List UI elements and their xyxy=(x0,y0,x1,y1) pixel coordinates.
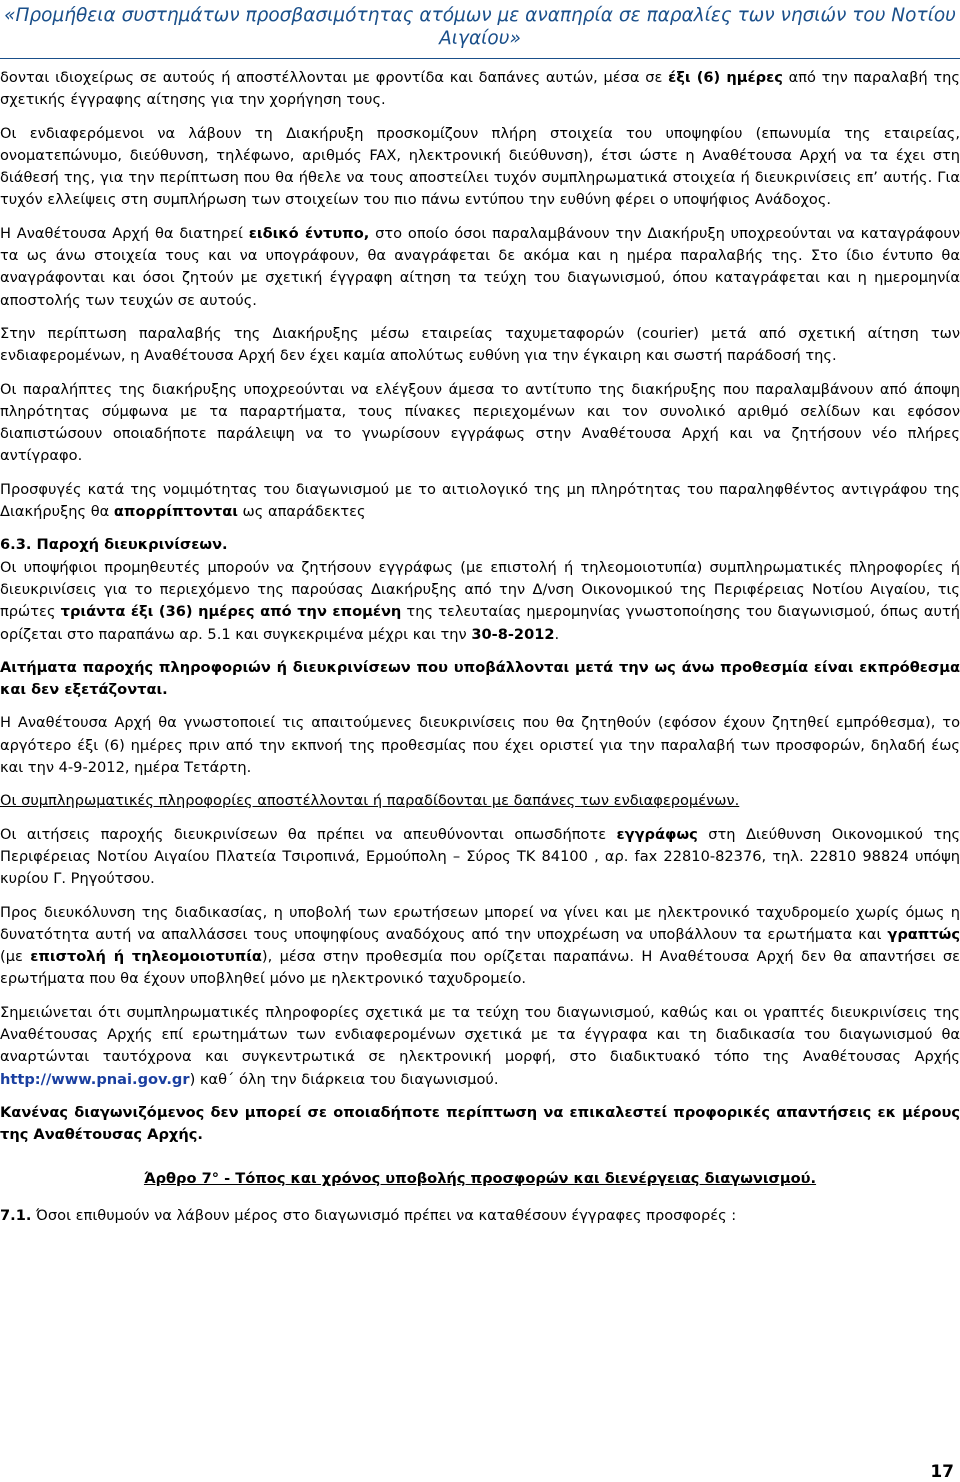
bold-run: τριάντα έξι (36) ημέρες από την επομένη xyxy=(60,603,402,621)
bold-run: επιστολή ή τηλεομοιοτυπία xyxy=(30,948,262,966)
paragraph-publication xyxy=(0,1002,960,1091)
paragraph-no-oral-answers xyxy=(0,1102,960,1147)
text-run: στη Διεύθυνση Οικονομικού της Περιφέρειας Νοτίου Αιγαίου Πλατεία Τσιροπινά, Ερμούπολη – Σύρος ΤΚ 84100 , αρ. fax 22810-82376, τηλ. 22810 98824 υπόψη κυρίου Γ. Ρηγούτσου. xyxy=(0,825,960,888)
bold-run: Κανένας διαγωνιζόμενος δεν μπορεί σε οποιαδήποτε περίπτωση να επικαλεστεί προφορικές απαντήσεις εκ μέρους της Αναθέτουσας Αρχής. xyxy=(0,1103,960,1144)
document-body xyxy=(0,67,960,1238)
paragraph-candidate-details: Οι ενδιαφερόμενοι να λάβουν τη Διακήρυξη προσκομίζουν πλήρη στοιχεία του υποψηφίου (επωνυμία της εταιρείας, ονοματεπώνυμο, διεύθυνση, τηλέφωνο, αριθμός FAX, ηλεκτρονική διεύθυνση), έτσι ώστε η Αναθέτουσα Αρχή να τα έχει στη διάθεσή της, για την περίπτωση που θα ήθελε να τους αποστείλει τυχόν συμπληρωματικά στοιχεία ή διευκρινίσεις επ’ αυτής. Για τυχόν ελλείψεις στη συμπλήρωση των στοιχείων του πιο πάνω εντύπου την ευθύνη φέρει ο υποψήφιος Ανάδοχος. xyxy=(0,124,960,209)
section-heading-6-3 xyxy=(0,534,960,556)
text-run: Προς διευκόλυνση της διαδικασίας, η υποβολή των ερωτήσεων μπορεί να γίνει και με ηλεκτρονικό ταχυδρομείο χωρίς όμως η δυνατότητα αυτή να απαλλάσσει τους υποψηφίους αναδόχους από την υποχρέωση να υποβάλλουν τα ερωτήματα και xyxy=(0,903,960,943)
paragraph-7-1 xyxy=(0,1205,960,1227)
section-title: 6.3. Παροχή διευκρινίσεων. xyxy=(0,536,228,554)
text-run: Η Αναθέτουσα Αρχή θα διατηρεί xyxy=(0,224,249,242)
paragraph-recipients-check: Οι παραλήπτες της διακήρυξης υποχρεούνται να ελέγξουν άμεσα το αντίτυπο της διακήρυξης που παραλαμβάνουν από άποψη πληρότητας σύμφωνα με τα παραρτήματα, τους πίνακες περιεχομένων και τον συνολικό αριθμό σελίδων και εφόσον διαπιστώσουν οποιαδήποτε παράλειψη να το γνωρίσουν εγγράφως στην Αναθέτουσα Αρχή και να ζητήσουν νέο πλήρες αντίγραφο. xyxy=(0,380,960,465)
header-divider xyxy=(0,58,960,59)
bold-run: γραπτώς xyxy=(887,925,960,943)
paragraph-costs xyxy=(0,790,960,812)
text-run: . xyxy=(554,625,560,643)
text-run: Οι υποψήφιοι προμηθευτές μπορούν να ζητήσουν εγγράφως (με επιστολή ή τηλεομοιοτυπία) συμπληρωματικές πληροφορίες ή διευκρινίσεις για το περιεχόμενο της παρούσας Διακήρυξης από την Δ/νση Οικονομικού της Περιφέρειας Νοτίου Αιγαίου, τις πρώτες xyxy=(0,558,960,621)
document-header xyxy=(0,0,960,59)
paragraph-special-form xyxy=(0,223,960,312)
bold-run: Αιτήματα παροχής πληροφοριών ή διευκρινίσεων που υποβάλλονται μετά την ως άνω προθεσμία είναι εκπρόθεσμα και δεν εξετάζονται. xyxy=(0,658,960,699)
text-run: στο οποίο όσοι παραλαμβάνουν την Διακήρυξη υποχρεούνται να καταγράφουν τα ως άνω στοιχεία τους και να υπογράφουν, θα αναγράφεται δε ακόμα και η ημέρα παραλαβής της. Στο ίδιο έντυπο θα αναγράφονται και όσοι ζητούν με σχετική έγγραφη αίτηση τα τεύχη του διαγωνισμού, όπου καταγράφεται και η ημερομηνία αποστολής των τευχών σε αυτούς. xyxy=(0,224,960,309)
paragraph-address xyxy=(0,824,960,891)
paragraph-clarification-notice: Η Αναθέτουσα Αρχή θα γνωστοποιεί τις απαιτούμενες διευκρινίσεις που θα ζητηθούν (εφόσον έχουν ζητηθεί εμπρόθεσμα), το αργότερο έξι (6) ημέρες πριν από την εκπνοή της προθεσμίας που έχει οριστεί για την παραλαβή των προσφορών, δηλαδή έως και την 4-9-2012, ημέρα Τετάρτη. xyxy=(0,714,960,777)
text-run: ως απαράδεκτες xyxy=(237,503,366,521)
page-number: 17 xyxy=(930,1462,954,1482)
text-run: Οι αιτήσεις παροχής διευκρινίσεων θα πρέπει να απευθύνονται οπωσδήποτε xyxy=(0,825,617,843)
bold-run: απορρίπτονται xyxy=(113,503,238,521)
text-run: Προσφυγές κατά της νομιμότητας του διαγωνισμού με το αιτιολογικό της μη πληρότητας του παραληφθέντος αντιγράφου της Διακήρυξης θα xyxy=(0,480,960,521)
text-run: (με xyxy=(0,948,31,966)
article-title: Άρθρο 7° - Τόπος και χρόνος υποβολής προσφορών και διενέργειας διαγωνισμού. xyxy=(143,1170,817,1188)
website-link[interactable]: http://www.pnai.gov.gr xyxy=(0,1070,190,1088)
header-title-line2: Αιγαίου» xyxy=(439,28,521,49)
text-run: Σημειώνεται ότι συμπληρωματικές πληροφορίες σχετικά με τα τεύχη του διαγωνισμού, καθώς και οι γραπτές διευκρινίσεις της Αναθέτουσας Αρχής επί ερωτημάτων των ενδιαφερομένων σχετικά με τα έγγραφα και τη διαδικασία του διαγωνισμού θα αναρτώνται ταυτόχρονα και συγκεντρωτικά σε ηλεκτρονική μορφή, στο διαδικτυακό τόπο της Αναθέτουσας Αρχής xyxy=(0,1003,960,1066)
paragraph-delivery xyxy=(0,67,960,112)
paragraph-email-submission xyxy=(0,902,960,991)
bold-run: ειδικό έντυπο, xyxy=(248,224,370,242)
text-run: της τελευταίας ημερομηνίας γνωστοποίησης του διαγωνισμού, όπως αυτή ορίζεται στο παραπάνω αρ. 5.1 και συγκεκριμένα μέχρι και την xyxy=(0,603,960,643)
paragraph-courier: Στην περίπτωση παραλαβής της Διακήρυξης μέσω εταιρείας ταχυμεταφορών (courier) μετά από σχετική αίτηση των ενδιαφερομένων, η Αναθέτουσα Αρχή δεν έχει καμία απολύτως ευθύνη για την έγκαιρη και σωστή παράδοσή της. xyxy=(0,324,960,365)
text-run: δονται ιδιοχείρως σε αυτούς ή αποστέλλονται με φροντίδα και δαπάνες αυτών, μέσα σε xyxy=(0,69,669,86)
bold-run: έξι (6) ημέρες xyxy=(668,69,783,86)
underlined-text: Οι συμπληρωματικές πληροφορίες αποστέλλονται ή παραδίδονται με δαπάνες των ενδιαφερομένων. xyxy=(0,792,740,810)
paragraph-clarifications-request xyxy=(0,557,960,646)
article-7-heading xyxy=(0,1168,960,1190)
paragraph-appeals xyxy=(0,479,960,524)
bold-run: 30-8-2012 xyxy=(471,625,555,643)
text-run: Όσοι επιθυμούν να λάβουν μέρος στο διαγωνισμό πρέπει να καταθέσουν έγγραφες προσφορές : xyxy=(31,1206,737,1224)
paragraph-late-requests xyxy=(0,657,960,702)
text-run: ) καθ΄ όλη την διάρκεια του διαγωνισμού. xyxy=(189,1070,499,1088)
header-title-line1: «Προμήθεια συστημάτων προσβασιμότητας ατόμων με αναπηρία σε παραλίες των νησιών του Νοτίου xyxy=(4,5,956,26)
text-run: από την παραλαβή της σχετικής έγγραφης αίτησης για την χορήγηση τους. xyxy=(0,69,960,109)
text-run: ), μέσα στην προθεσμία που ορίζεται παραπάνω. Η Αναθέτουσα Αρχή δεν θα απαντήσει σε ερωτήματα που θα έχουν υποβληθεί μόνο με ηλεκτρονικό ταχυδρομείο. xyxy=(0,948,960,988)
bold-run: εγγράφως xyxy=(616,825,698,843)
clause-number: 7.1. xyxy=(0,1206,32,1224)
